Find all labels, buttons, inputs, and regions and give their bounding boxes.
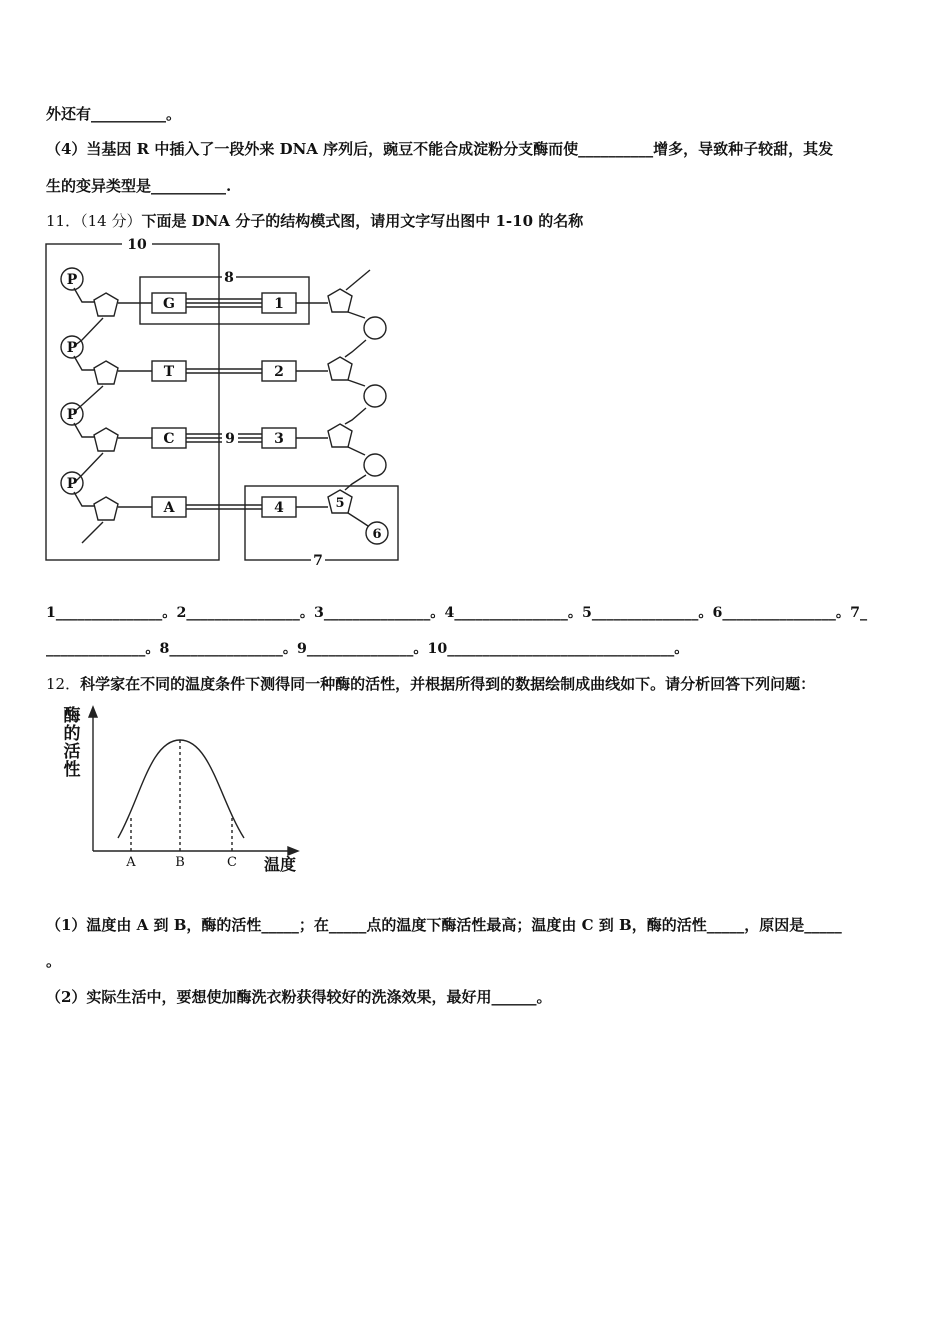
right-bond-1b [345,340,366,357]
base-label-g: G [163,296,175,312]
label-9: 9 [225,431,235,447]
left-bond-2a [74,356,95,370]
q12-sub1-line1: （1）温度由 A 到 B，酶的活性_____；在_____点的温度下酶活性最高；温度由 C 到 B，酶的活性_____，原因是_____ [46,916,842,934]
box-10 [46,244,219,560]
label-5: 5 [335,496,345,511]
q11-number: 11． [46,212,81,230]
phosphate-label: P [66,407,78,423]
phosphate-label: P [66,340,78,356]
q10-line3: 生的变异类型是__________. [46,177,232,195]
right-bond-4a [348,513,368,526]
label-4: 4 [274,500,284,516]
base-label-t: T [163,364,175,380]
x-tick-a: A [126,855,136,870]
sugar-right-2 [328,357,352,380]
q11-answers-line1: 1_______________。2________________。3_______________。4________________。5_______________。6________________。7_ [46,605,868,621]
sugar-right-3 [328,424,352,447]
enzyme-activity-chart [55,700,315,880]
y-label-char: 的 [63,724,81,744]
sugar-right-1 [328,289,352,312]
label-6: 6 [372,527,382,542]
x-tick-c: C [227,855,237,870]
q10-line2: （4）当基因 R 中插入了一段外来 DNA 序列后，豌豆不能合成淀粉分支酶而使__________增多，导致种子较甜，其发 [46,140,834,158]
right-bond-1a [348,312,365,318]
x-tick-b: B [175,855,185,870]
y-axis-arrow [89,707,97,717]
label-3: 3 [274,431,284,447]
label-1: 1 [274,296,284,312]
label-10: 10 [127,237,147,253]
left-bond-3b [74,453,103,483]
phosphate-right-3 [364,454,386,476]
q11-answers-line2: ______________。8________________。9_______________。10________________________________。 [46,641,689,657]
left-bond-1b [74,318,103,346]
q12-heading [46,673,815,694]
y-label-char: 性 [63,760,81,780]
y-label-char: 酶 [63,706,81,726]
left-bond-4a [74,492,95,506]
q11-points: （14 分） [80,212,142,230]
q12-number: 12． [46,675,81,693]
label-8: 8 [224,270,234,286]
base-label-a: A [163,500,175,516]
y-label-char: 活 [63,742,81,762]
left-bond-1a [74,288,95,302]
q12-prompt: 科学家在不同的温度条件下测得同一种酶的活性，并根据所得到的数据绘制成曲线如下。请分析回答下列问题： [80,675,816,693]
sugar-left-4 [94,497,118,520]
label-2: 2 [274,364,284,380]
dna-structure-diagram [40,236,410,568]
activity-curve [118,740,244,838]
left-bond-4b [82,522,103,543]
x-axis-label: 温度 [263,855,297,874]
sugar-left-2 [94,361,118,384]
sugar-left-1 [94,293,118,316]
right-bond-2a [348,380,365,386]
left-bond-3a [74,423,95,437]
phosphate-right-2 [364,385,386,407]
right-bond-3a [348,447,365,455]
left-bond-2b [74,386,103,412]
phosphate-label: P [66,476,78,492]
label-7: 7 [313,553,323,568]
q12-sub1-line2: 。 [46,952,62,970]
right-bond-3b [345,475,366,490]
q10-line1: 外还有__________。 [46,105,182,123]
q11-prompt: 下面是 DNA 分子的结构模式图，请用文字写出图中 1-10 的名称 [141,212,584,230]
phosphate-label: P [66,272,78,288]
phosphate-right-1 [364,317,386,339]
right-bond-2b [345,408,366,424]
sugar-left-3 [94,428,118,451]
right-bond-top [346,270,370,290]
q12-sub2: （2）实际生活中，要想使加酶洗衣粉获得较好的洗涤效果，最好用______。 [46,988,552,1006]
base-label-c: C [163,431,175,447]
q11-heading [46,210,583,231]
x-axis-arrow [288,847,298,855]
